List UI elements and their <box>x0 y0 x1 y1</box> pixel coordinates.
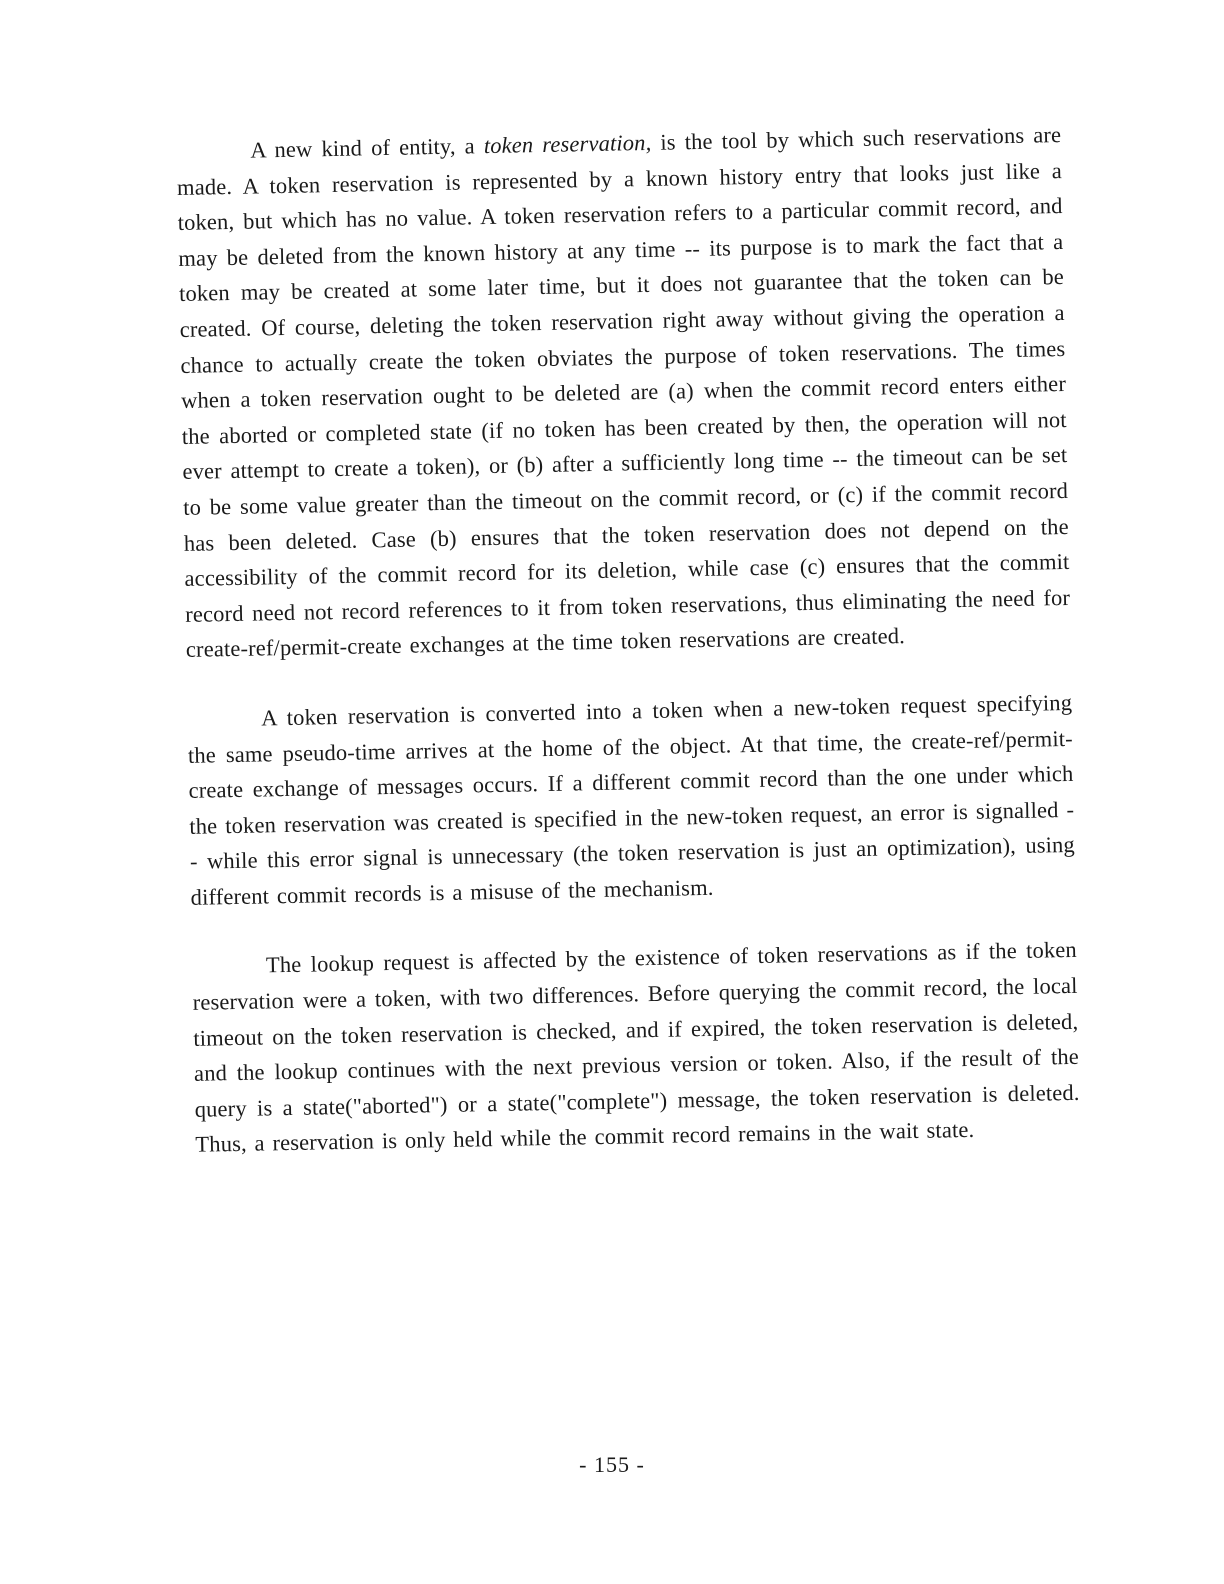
paragraph-1-lead: A new kind of entity, a <box>250 133 485 163</box>
paragraph-1-body: is the tool by which such reservations are made. A token reservation is represented by a known history entry that looks just like a token, but which has no value. A token reservation refers to a particular commit record, and may be deleted from the known history at any time -- its purpose is to mark the fact that a token may be created at some later time, but it does not guarantee that the token can be created. Of course, deleting the token reservation right away without giving the operation a chance to actually create the token obviates the purpose of token reservations. The times when a token reservation ought to be deleted are (a) when the commit record enters either the aborted or completed state (if no token has been created by then, the operation will not ever attempt to create a token), or (b) after a sufficiently long time -- the timeout can be set to be some value greater than the timeout on the commit record, or (c) if the commit record has been deleted. Case (b) ensures that the token reservation does not depend on the accessibility of the commit record for its deletion, while case (c) ensures that the commit record need not record references to it from token reservations, thus eliminating the need for create-ref/permit-create exchanges at the time token reservations are created. <box>176 122 1071 663</box>
paragraph-token-reservation-definition <box>176 117 1071 668</box>
page-number: - 155 - <box>579 1452 645 1477</box>
paragraph-token-conversion: A token reservation is converted into a token when a new-token request specifying the same pseudo-time arrives at the home of the object. At that time, the create-ref/permit-create exchange of messages occurs. If a different commit record than the one under which the token reservation was created is specified in the new-token request, an error is signalled -- while this error signal is unnecessary (the token reservation is just an optimization), using different commit records is a misuse of the mechanism. <box>187 689 1076 910</box>
paragraph-lookup-request: The lookup request is affected by the existence of token reservations as if the token reservation were a token, with two differences. Before querying the commit record, the local timeout on the token reservation is checked, and if expired, the token reservation is deleted, and the lookup continues with the next previous version or token. Also, if the result of the query is a state("aborted") or a state("complete") message, the token reservation is deleted. Thus, a reservation is only held while the commit record remains in the wait state. <box>192 937 1080 1158</box>
term-token-reservation: token reservation, <box>483 129 652 159</box>
body-text <box>176 117 1081 1163</box>
